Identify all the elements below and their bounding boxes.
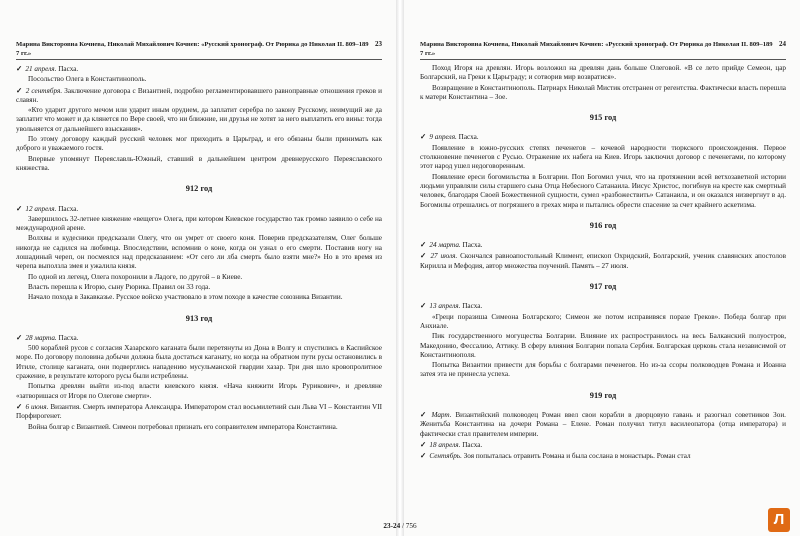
- checkmark-icon: ✓: [420, 240, 427, 250]
- publisher-logo-icon[interactable]: Л: [768, 508, 790, 532]
- total-pages: 756: [405, 522, 417, 530]
- entry-date: 21 апреля.: [25, 65, 57, 73]
- paragraph: Возвращение в Константинополь. Патриарх Николай Мистик отстранен от регентства. Фактически власть перешла к матери Константина – Зое.: [420, 83, 786, 101]
- dated-entry: [420, 132, 786, 142]
- dated-entry: [420, 451, 786, 461]
- paragraph: Пик государственного могущества Болгарии. Влияние их распространилось на весь Балканский полуостров, Македонию, Фессалию, Аттику. В сферу влияния Болгарии попала Сербия. Болгарская церковь стала независимой от Константинополя.: [420, 332, 786, 359]
- dated-entry: [420, 240, 786, 250]
- dated-entry: [16, 402, 382, 422]
- paragraph: 500 кораблей русов с согласия Хазарского каганата были перетянуты из Дона в Волгу и спустились в Каспийское море. По договору половина добычи должна была достаться каганату, но когда на обратном пути русы остановились в Итиле, столице каганата, они подверглись нападению мусульманской гвардии хазар. Три дня шло кровопролитное сражение, в результате которого русы были истреблены.: [16, 344, 382, 381]
- entry-date: Март.: [431, 411, 452, 420]
- paragraph: По одной из легенд, Олега похоронили в Ладоге, по другой – в Киеве.: [28, 272, 243, 281]
- year-heading: 913 год: [185, 313, 213, 323]
- year-heading: 917 год: [589, 282, 617, 292]
- dated-entry: [16, 204, 382, 214]
- right-page: [404, 0, 800, 536]
- page-number: 24: [779, 40, 786, 48]
- checkmark-icon: ✓: [420, 451, 427, 461]
- entry-date: 18 апреля.: [429, 440, 461, 449]
- paragraph: Появление в южно-русских степях печенегов – кочевой народности тюркского происхождения. Первое столкновение печенегов с Русью. Отражение их набега на Киев. Игорь заключил договор с печенегами, по которому этот народ ушел недоговоренным.: [420, 143, 786, 171]
- left-page-body: [16, 64, 382, 433]
- checkmark-icon: ✓: [16, 332, 23, 342]
- entry-text: Зоя попыталась отравить Романа и была сослана в монастырь. Роман стал: [461, 452, 691, 461]
- entry-text: Скончался равноапостольный Климент, епископ Охридский, Болгарский, ученик славянских апостолов Кирилла и Мефодия, автор множества поучений. Память – 27 июля.: [420, 252, 786, 270]
- page-number: 23: [375, 40, 382, 48]
- dated-entry: [16, 86, 382, 106]
- checkmark-icon: ✓: [16, 64, 23, 73]
- right-page-body: [420, 64, 786, 463]
- running-title: Марина Викторовна Кочнева, Николай Михайлович Кочнев: «Русский хронограф. От Рюрика до Николая II. 809–189: [16, 41, 369, 48]
- year-heading: 916 год: [589, 220, 617, 230]
- entry-date: 12 апреля.: [25, 204, 57, 213]
- book-gutter: [396, 0, 404, 536]
- page-counter: [0, 522, 800, 530]
- running-title-cont: 7 гг.»: [420, 50, 436, 57]
- entry-text: Пасха.: [456, 133, 479, 142]
- entry-date: 13 апреля.: [429, 302, 461, 311]
- dated-entry: [16, 64, 382, 74]
- entry-text: Византия. Смерть императора Александра. Императором стал восьмилетний сын Льва VI – Константин VII Порфирогенет.: [16, 402, 382, 421]
- running-header-right: [420, 40, 786, 60]
- paragraph: Появление ереси богомильства в Болгарии. Поп Богомил учил, что на протяжении всей ветхозаветной истории людьми управляли силы старшего сына Отца Небесного Сатанаила. Иисус Христос, погибнув на кресте как смертный человек, благодаря Своей Божественной сущности, сумел «разбожествить» Сатанаила, и он оказался низвергнут в ад. Богомилы отрешались от погрязшего в грехах мира и пытались обрести спасение за счет крайнего аскетизма.: [420, 172, 786, 209]
- checkmark-icon: ✓: [16, 203, 23, 213]
- paragraph: Начало похода в Закавказье. Русское войско участвовало в этом походе в качестве союзника Византии.: [28, 293, 343, 302]
- paragraph: Война болгар с Византией. Симеон потребовал признать его соправителем императора Константина.: [28, 422, 338, 431]
- entry-date: 24 марта.: [429, 241, 461, 250]
- entry-date: Сентябрь.: [429, 452, 462, 461]
- running-title-cont: 7 гг.»: [16, 50, 32, 57]
- entry-date: 27 июля.: [430, 252, 458, 261]
- paragraph: Поход Игоря на древлян. Игорь возложил на древлян дань больше Олеговой. «В се лето прийде Семеон, цар Болгарский, на Греки к Царьграду; и сотворив мир возвратися».: [420, 64, 786, 82]
- entry-text: Пасха.: [56, 65, 79, 73]
- running-title: Марина Викторовна Кочнева, Николай Михайлович Кочнев: «Русский хронограф. От Рюрика до Николая II. 809–189: [420, 41, 773, 48]
- entry-text: Византийский полководец Роман ввел свои корабли в дворцовую гавань и разогнал советников Зои. Женитьба Константина на дочери Романа – Елене. Роман получил титул василеопатора (отца императора) и фактически стал правителем империи.: [420, 411, 786, 438]
- paragraph: По этому договору каждый русский человек мог приходить в Царьград, и его обязаны были принимать как доброго и уважаемого гостя.: [16, 135, 382, 153]
- entry-text: Пасха.: [56, 333, 79, 342]
- entry-text: Заключение договора с Византией, подробно регламентировавшего равноправные отношения греков и славян.: [16, 86, 382, 104]
- left-page: [0, 0, 396, 536]
- entry-text: Пасха.: [460, 440, 483, 449]
- dated-entry: [420, 440, 786, 450]
- dated-entry: [420, 251, 786, 271]
- entry-text: Пасха.: [56, 204, 79, 213]
- running-header-left: [16, 40, 382, 60]
- year-heading: 919 год: [589, 390, 617, 400]
- checkmark-icon: ✓: [420, 251, 428, 261]
- checkmark-icon: ✓: [16, 401, 23, 411]
- entry-date: 28 марта.: [25, 333, 57, 342]
- current-pages: 23-24: [383, 522, 401, 530]
- paragraph: Завершилось 32-летнее княжение «вещего» Олега, при котором Киевское государство так громко заявило о себе на международной арене.: [16, 214, 382, 233]
- paragraph: Посольство Олега в Константинополь.: [28, 75, 147, 84]
- entry-text: Пасха.: [460, 241, 483, 250]
- checkmark-icon: ✓: [16, 85, 23, 95]
- checkmark-icon: ✓: [420, 301, 427, 311]
- page-separator: /: [400, 522, 406, 530]
- entry-date: 2 сентября.: [25, 86, 63, 95]
- paragraph: «Кто ударит другого мечом или ударит иным орудием, да заплатит серебра по закону Русскому, неимущий же да заплатит что может и да клянется по Вере своей, что ни ближние, ни друзья не хотят за него выплатить его вины: тогда увольняется от дальнейшего взыскания».: [16, 106, 382, 133]
- checkmark-icon: ✓: [420, 439, 427, 449]
- year-heading: 912 год: [185, 184, 213, 194]
- dated-entry: [420, 301, 786, 311]
- entry-text: Пасха.: [460, 302, 483, 311]
- checkmark-icon: ✓: [420, 132, 427, 142]
- year-heading: 915 год: [589, 113, 617, 123]
- paragraph: Попытка древлян выйти из-под власти киевского князя. «Нача княжити Игорь Рурикович», и древляне «затворишася от Игоря по Олегове смерти».: [16, 382, 382, 400]
- dated-entry: [16, 333, 382, 343]
- entry-date: 9 апреля.: [429, 133, 457, 142]
- checkmark-icon: ✓: [420, 410, 429, 420]
- paragraph: Впервые упомянут Переяславль-Южный, ставший в дальнейшем центром древнерусского Переяславского княжества.: [16, 154, 382, 172]
- entry-date: 6 июня.: [25, 402, 49, 411]
- paragraph: Волхвы и кудесники предсказали Олегу, что он умрет от своего коня. Поверив предсказателям, Олег больше никогда не садился на любимца. Впоследствии, вспомнив о коне, когда он узнал о его смерти. Поставив ногу на лошадиный череп, он посмеялся над предсказанием: «От сего ли лба смерть было взяти мне?» Но в это время из черепа выползла змея и ужалила князя.: [16, 234, 382, 271]
- paragraph: Власть перешла к Игорю, сыну Рюрика. Правил он 33 года.: [28, 282, 211, 291]
- paragraph: Попытка Византии привести для борьбы с болгарами печенегов. Но из-за ссоры полководцев Романа и Иоанна затея эта не принесла успеха.: [420, 361, 786, 379]
- paragraph: «Греци поразиша Симеона Болгарского; Симеон же потом исправивяся поразе Греков». Победа болгар при Анхиале.: [420, 312, 786, 330]
- dated-entry: [420, 410, 786, 439]
